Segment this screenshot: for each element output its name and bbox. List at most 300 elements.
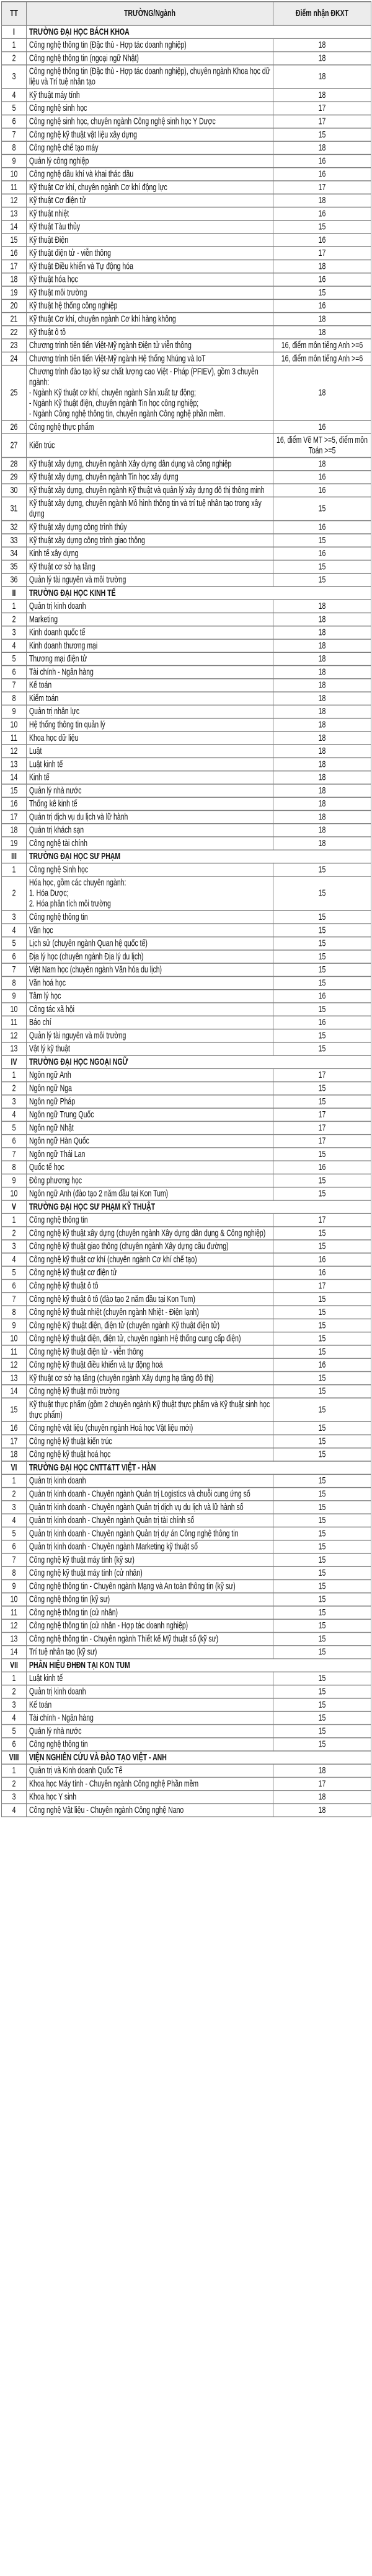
row-number: 5 (2, 1121, 27, 1134)
table-row (2, 1711, 371, 1724)
min-score: 16 (273, 521, 371, 534)
row-number: 9 (2, 990, 27, 1003)
table-row (2, 207, 371, 220)
section-row (2, 1055, 371, 1068)
min-score: 15 (273, 1240, 371, 1253)
program-name: Công nghệ thông tin (27, 1213, 273, 1226)
row-number: 9 (2, 1174, 27, 1187)
min-score: 18 (273, 260, 371, 273)
min-score: 18 (273, 810, 371, 823)
row-number: 7 (2, 1293, 27, 1306)
table-row (2, 666, 371, 679)
table-row (2, 692, 371, 705)
program-name: Kế toán (27, 1698, 273, 1711)
table-row (2, 181, 371, 194)
table-row (2, 141, 371, 154)
section-row (2, 25, 371, 38)
min-score: 18 (273, 600, 371, 613)
program-name: Kỹ thuật Cơ điện tử (27, 194, 273, 207)
row-number: 27 (2, 434, 27, 457)
table-row (2, 1227, 371, 1240)
min-score: 15 (273, 286, 371, 299)
min-score: 15 (273, 1514, 371, 1527)
program-name: Kinh tế (27, 771, 273, 784)
row-number: 1 (2, 1672, 27, 1685)
section-row (2, 1461, 371, 1474)
table-row (2, 299, 371, 312)
program-name: Tài chính - Ngân hàng (27, 666, 273, 679)
min-score: 17 (273, 1213, 371, 1226)
program-name: Địa lý học (chuyên ngành Địa lý du lịch) (27, 950, 273, 963)
row-number: 9 (2, 154, 27, 167)
table-row (2, 1501, 371, 1514)
min-score: 16 (273, 471, 371, 484)
row-number: 7 (2, 1148, 27, 1161)
table-row (2, 1606, 371, 1619)
program-name: Công nghệ kỹ thuật môi trường (27, 1385, 273, 1398)
min-score: 18 (273, 718, 371, 731)
row-number: 10 (2, 1003, 27, 1016)
program-name: Công nghệ sinh học (27, 102, 273, 115)
program-name: Kỹ thuật xây dựng, chuyên ngành Mô hình thông tin và trí tuệ nhân tạo trong xây dựng (27, 497, 273, 520)
program-name: Kỹ thuật Điện (27, 234, 273, 247)
table-row (2, 1240, 371, 1253)
table-row (2, 837, 371, 850)
table-row (2, 1003, 371, 1016)
program-name: Công nghệ Sinh học (27, 863, 273, 876)
min-score: 15 (273, 863, 371, 876)
min-score: 18 (273, 758, 371, 771)
row-number: 33 (2, 534, 27, 547)
program-name: Luật (27, 744, 273, 758)
table-row (2, 1029, 371, 1042)
program-name: Công tác xã hội (27, 1003, 273, 1016)
row-number: 20 (2, 299, 27, 312)
table-row (2, 339, 371, 352)
program-name: Công nghệ kỹ thuật điện tử - viễn thông (27, 1345, 273, 1358)
min-score: 18 (273, 326, 371, 339)
min-score: 17 (273, 181, 371, 194)
min-score: 18 (273, 1764, 371, 1777)
row-number: 5 (2, 1266, 27, 1279)
program-name: Công nghệ thông tin (kỹ sư) (27, 1593, 273, 1606)
row-number: 8 (2, 692, 27, 705)
row-number: 4 (2, 1108, 27, 1121)
program-name: Quản lý công nghiệp (27, 154, 273, 167)
table-row (2, 744, 371, 758)
program-name: Kỹ thuật xây dựng công trình giao thông (27, 534, 273, 547)
min-score: 16 (273, 1358, 371, 1371)
table-row (2, 705, 371, 718)
program-name: Kinh doanh thương mại (27, 639, 273, 652)
table-row (2, 923, 371, 937)
program-name: Công nghệ tài chính (27, 837, 273, 850)
table-row (2, 1332, 371, 1345)
min-score: 16 (273, 154, 371, 167)
program-name: Công nghệ kỹ thuật hoá học (27, 1448, 273, 1461)
program-name: Kỹ thuật Cơ khí, chuyên ngành Cơ khí động lực (27, 181, 273, 194)
program-name: Kỹ thuật xây dựng, chuyên ngành Kỹ thuật và quản lý xây dựng đô thị thông minh (27, 484, 273, 497)
section-title: TRƯỜNG ĐẠI HỌC BÁCH KHOA (27, 25, 371, 38)
table-row (2, 718, 371, 731)
program-name: Chương trình đào tạo kỹ sư chất lượng cao Việt - Pháp (PFIEV), gồm 3 chuyên ngành: - Ngành Kỹ thuật cơ khí, chuyên ngành Sản xuất tự động; - Ngành Kỹ thuật điện, chuyên ngành Tin học công nghiệp; - Ngành Công nghệ thông tin, chuyên ngành Công nghệ phần mềm. (27, 365, 273, 421)
min-score: 16, điểm môn tiếng Anh >=6 (273, 352, 371, 365)
program-name: Công nghệ dầu khí và khai thác dầu (27, 168, 273, 181)
program-name: Kiến trúc (27, 434, 273, 457)
row-number: 6 (2, 1540, 27, 1553)
min-score: 18 (273, 705, 371, 718)
row-number: 23 (2, 339, 27, 352)
row-number: 5 (2, 652, 27, 665)
min-score: 15 (273, 1606, 371, 1619)
program-name: Ngôn ngữ Anh (đào tạo 2 năm đầu tại Kon Tum) (27, 1187, 273, 1200)
program-name: Công nghệ thông tin (cử nhân) (27, 1606, 273, 1619)
program-name: Thương mại điện tử (27, 652, 273, 665)
row-number: 12 (2, 194, 27, 207)
table-row (2, 1540, 371, 1553)
table-row (2, 1016, 371, 1029)
program-name: Quản trị kinh doanh - Chuyên ngành Quản trị tài chính số (27, 1514, 273, 1527)
program-name: Hóa học, gồm các chuyên ngành: 1. Hóa Dược; 2. Hóa phân tích môi trường (27, 876, 273, 910)
min-score: 15 (273, 1685, 371, 1698)
program-name: Công nghệ thông tin (Đặc thù - Hợp tác doanh nghiệp), chuyên ngành Khoa học dữ liệu và Trí tuệ nhân tạo (27, 65, 273, 89)
section-title: TRƯỜNG ĐẠI HỌC KINH TẾ (27, 587, 371, 600)
row-number: 6 (2, 1135, 27, 1148)
min-score: 16 (273, 1016, 371, 1029)
min-score: 17 (273, 1108, 371, 1121)
row-number: 10 (2, 168, 27, 181)
min-score: 15 (273, 1527, 371, 1540)
row-number: 6 (2, 115, 27, 128)
program-name: Luật kinh tế (27, 758, 273, 771)
min-score: 15 (273, 1435, 371, 1448)
min-score: 18 (273, 65, 371, 89)
table-row (2, 1293, 371, 1306)
program-name: Quản trị kinh doanh (27, 600, 273, 613)
min-score: 15 (273, 1593, 371, 1606)
row-number: 4 (2, 923, 27, 937)
row-number: 6 (2, 666, 27, 679)
row-number: 9 (2, 1579, 27, 1592)
row-number: 11 (2, 181, 27, 194)
program-name: Ngôn ngữ Anh (27, 1068, 273, 1081)
min-score: 18 (273, 824, 371, 837)
table-row (2, 1398, 371, 1421)
section-number: III (2, 850, 27, 863)
row-number: 17 (2, 810, 27, 823)
min-score: 17 (273, 102, 371, 115)
program-name: Báo chí (27, 1016, 273, 1029)
section-title: TRƯỜNG ĐẠI HỌC CNTT&TT VIỆT - HÀN (27, 1461, 371, 1474)
min-score: 15 (273, 1724, 371, 1737)
table-row (2, 102, 371, 115)
program-name: Kỹ thuật môi trường (27, 286, 273, 299)
min-score: 18 (273, 837, 371, 850)
row-number: 17 (2, 1435, 27, 1448)
program-name: Ngôn ngữ Nga (27, 1082, 273, 1095)
table-row (2, 1319, 371, 1332)
min-score: 16 (273, 421, 371, 434)
row-number: 7 (2, 679, 27, 692)
min-score: 15 (273, 1646, 371, 1659)
min-score: 18 (273, 744, 371, 758)
min-score: 15 (273, 1095, 371, 1108)
row-number: 4 (2, 639, 27, 652)
min-score: 15 (273, 1385, 371, 1398)
table-row (2, 652, 371, 665)
table-row (2, 731, 371, 744)
program-name: Ngôn ngữ Thái Lan (27, 1148, 273, 1161)
min-score: 15 (273, 976, 371, 989)
min-score: 15 (273, 923, 371, 937)
table-row (2, 365, 371, 421)
row-number: 13 (2, 758, 27, 771)
table-row (2, 286, 371, 299)
min-score: 15 (273, 1371, 371, 1384)
program-name: Công nghệ kỹ thuật xây dựng (chuyên ngành Xây dựng dân dụng & Công nghiệp) (27, 1227, 273, 1240)
program-name: Quản lý tài nguyên và môi trường (27, 1029, 273, 1042)
min-score: 18 (273, 784, 371, 797)
program-name: Kỹ thuật máy tính (27, 89, 273, 102)
row-number: 4 (2, 1804, 27, 1817)
min-score: 18 (273, 458, 371, 471)
min-score: 18 (273, 613, 371, 626)
program-name: Chương trình tiên tiến Việt-Mỹ ngành Hệ thống Nhúng và IoT (27, 352, 273, 365)
program-name: Kỹ thuật hóa học (27, 273, 273, 286)
program-name: Kinh doanh quốc tế (27, 626, 273, 639)
table-row (2, 976, 371, 989)
row-number: 8 (2, 976, 27, 989)
program-name: Kỹ thuật Cơ khí, chuyên ngành Cơ khí hàng không (27, 313, 273, 326)
min-score: 18 (273, 797, 371, 810)
program-name: Quản lý tài nguyên và môi trường (27, 574, 273, 587)
table-row (2, 1672, 371, 1685)
table-row (2, 260, 371, 273)
table-row (2, 497, 371, 520)
table-row (2, 1421, 371, 1434)
min-score: 15 (273, 574, 371, 587)
program-name: Quốc tế học (27, 1161, 273, 1174)
table-row (2, 784, 371, 797)
program-name: Quản trị kinh doanh - Chuyên ngành Quản trị dịch vụ du lịch và lữ hành số (27, 1501, 273, 1514)
program-name: Công nghệ kỹ thuật máy tính (kỹ sư) (27, 1553, 273, 1566)
row-number: 1 (2, 863, 27, 876)
row-number: 35 (2, 560, 27, 573)
row-number: 18 (2, 824, 27, 837)
program-name: Công nghệ sinh học, chuyên ngành Công nghệ sinh học Y Dược (27, 115, 273, 128)
program-name: Công nghệ thông tin (Đặc thù - Hợp tác doanh nghiệp) (27, 38, 273, 51)
min-score: 15 (273, 1553, 371, 1566)
program-name: Kiểm toán (27, 692, 273, 705)
row-number: 30 (2, 484, 27, 497)
min-score: 18 (273, 141, 371, 154)
row-number: 9 (2, 1319, 27, 1332)
program-name: Công nghệ kỹ thuật máy tính (cử nhân) (27, 1566, 273, 1579)
table-row (2, 128, 371, 141)
table-header-row (2, 2, 371, 25)
row-number: 15 (2, 1398, 27, 1421)
min-score: 15 (273, 1398, 371, 1421)
row-number: 14 (2, 1385, 27, 1398)
row-number: 18 (2, 273, 27, 286)
table-row (2, 1514, 371, 1527)
row-number: 3 (2, 65, 27, 89)
row-number: 12 (2, 1619, 27, 1632)
row-number: 2 (2, 1082, 27, 1095)
min-score: 15 (273, 1332, 371, 1345)
table-row (2, 534, 371, 547)
program-name: Công nghệ kỹ thuật cơ điện tử (27, 1266, 273, 1279)
program-name: Kỹ thuật ô tô (27, 326, 273, 339)
min-score: 15 (273, 950, 371, 963)
program-name: Kỹ thuật xây dựng, chuyên ngành Xây dựng dân dụng và công nghiệp (27, 458, 273, 471)
row-number: 3 (2, 1698, 27, 1711)
table-row (2, 471, 371, 484)
section-title: TRƯỜNG ĐẠI HỌC NGOẠI NGỮ (27, 1055, 371, 1068)
row-number: 14 (2, 1646, 27, 1659)
row-number: 12 (2, 1358, 27, 1371)
program-name: Việt Nam học (chuyên ngành Văn hóa du lịch) (27, 963, 273, 976)
table-row (2, 824, 371, 837)
min-score: 18 (273, 652, 371, 665)
min-score: 16 (273, 299, 371, 312)
row-number: 7 (2, 128, 27, 141)
row-number: 4 (2, 1253, 27, 1266)
min-score: 18 (273, 38, 371, 51)
row-number: 36 (2, 574, 27, 587)
min-score: 17 (273, 1068, 371, 1081)
section-title: PHÂN HIỆU ĐHĐN TẠI KON TUM (27, 1659, 371, 1672)
min-score: 15 (273, 1711, 371, 1724)
min-score: 17 (273, 247, 371, 260)
table-row (2, 1345, 371, 1358)
min-score: 18 (273, 52, 371, 65)
min-score: 18 (273, 731, 371, 744)
min-score: 15 (273, 1042, 371, 1055)
table-row (2, 1306, 371, 1319)
row-number: 3 (2, 1240, 27, 1253)
row-number: 5 (2, 102, 27, 115)
program-name: Kỹ thuật Điều khiển và Tự động hóa (27, 260, 273, 273)
row-number: 12 (2, 744, 27, 758)
program-name: Công nghệ kỹ thuật ô tô (27, 1280, 273, 1293)
program-name: Khoa học Máy tính - Chuyên ngành Công nghệ Phần mềm (27, 1777, 273, 1790)
table-row (2, 194, 371, 207)
program-name: Quản trị khách sạn (27, 824, 273, 837)
program-name: Công nghệ kỹ thuật kiến trúc (27, 1435, 273, 1448)
row-number: 4 (2, 89, 27, 102)
program-name: Công nghệ kỹ thuật cơ khí (chuyên ngành Cơ khí chế tạo) (27, 1253, 273, 1266)
row-number: 13 (2, 207, 27, 220)
header-name: TRƯỜNG/Ngành (27, 2, 273, 25)
section-number: IV (2, 1055, 27, 1068)
table-row (2, 1698, 371, 1711)
header-score: Điểm nhận ĐKXT (273, 2, 371, 25)
min-score: 15 (273, 1698, 371, 1711)
min-score: 15 (273, 1174, 371, 1187)
table-row (2, 1566, 371, 1579)
min-score: 18 (273, 194, 371, 207)
row-number: 11 (2, 1016, 27, 1029)
table-row (2, 963, 371, 976)
min-score: 16 (273, 168, 371, 181)
row-number: 16 (2, 797, 27, 810)
program-name: Quản trị và Kinh doanh Quốc Tế (27, 1764, 273, 1777)
program-name: Thống kê kinh tế (27, 797, 273, 810)
program-name: Công nghệ kỹ thuật vật liệu xây dựng (27, 128, 273, 141)
row-number: 24 (2, 352, 27, 365)
row-number: 3 (2, 910, 27, 923)
table-row (2, 1724, 371, 1737)
table-row (2, 950, 371, 963)
program-name: Công nghệ kỹ thuật điện, điện tử, chuyên ngành Hệ thống cung cấp điện) (27, 1332, 273, 1345)
program-name: Kỹ thuật điện tử - viễn thông (27, 247, 273, 260)
program-name: Văn hoá học (27, 976, 273, 989)
table-body (2, 25, 371, 1817)
min-score: 15 (273, 1633, 371, 1646)
table-row (2, 521, 371, 534)
program-name: Marketing (27, 613, 273, 626)
min-score: 18 (273, 89, 371, 102)
table-row (2, 273, 371, 286)
table-row (2, 1213, 371, 1226)
table-row (2, 600, 371, 613)
program-name: Kinh tế xây dựng (27, 547, 273, 560)
program-name: Kỹ thuật thực phẩm (gồm 2 chuyên ngành Kỹ thuật thực phẩm và Kỹ thuật sinh học thực phẩm) (27, 1398, 273, 1421)
program-name: Quản trị kinh doanh - Chuyên ngành Quản trị Logistics và chuỗi cung ứng số (27, 1488, 273, 1501)
row-number: 2 (2, 1777, 27, 1790)
row-number: 1 (2, 1068, 27, 1081)
table-row (2, 1174, 371, 1187)
row-number: 15 (2, 234, 27, 247)
program-name: Kỹ thuật xây dựng, chuyên ngành Tin học xây dựng (27, 471, 273, 484)
min-score: 18 (273, 313, 371, 326)
table-row (2, 52, 371, 65)
min-score: 16 (273, 234, 371, 247)
table-row (2, 771, 371, 784)
min-score: 15 (273, 1619, 371, 1632)
row-number: 1 (2, 1764, 27, 1777)
min-score: 16, điểm môn tiếng Anh >=6 (273, 339, 371, 352)
program-name: Quản trị nhân lực (27, 705, 273, 718)
row-number: 14 (2, 220, 27, 234)
row-number: 1 (2, 38, 27, 51)
section-number: VII (2, 1659, 27, 1672)
table-row (2, 1685, 371, 1698)
table-row (2, 1791, 371, 1804)
row-number: 1 (2, 600, 27, 613)
table-row (2, 168, 371, 181)
program-name: Công nghệ kỹ thuật điều khiển và tự động hoá (27, 1358, 273, 1371)
table-row (2, 326, 371, 339)
min-score: 15 (273, 128, 371, 141)
table-row (2, 1042, 371, 1055)
min-score: 17 (273, 115, 371, 128)
table-row (2, 1646, 371, 1659)
program-name: Công nghệ kỹ thuật nhiệt (chuyên ngành Nhiệt - Điện lạnh) (27, 1306, 273, 1319)
section-title: VIỆN NGHIÊN CỨU VÀ ĐÀO TẠO VIỆT - ANH (27, 1751, 371, 1764)
row-number: 6 (2, 1738, 27, 1751)
min-score: 16 (273, 207, 371, 220)
row-number: 26 (2, 421, 27, 434)
program-name: Chương trình tiên tiến Việt-Mỹ ngành Điện tử viễn thông (27, 339, 273, 352)
row-number: 16 (2, 247, 27, 260)
row-number: 3 (2, 1791, 27, 1804)
program-name: Quản lý nhà nước (27, 784, 273, 797)
program-name: Khoa học dữ liệu (27, 731, 273, 744)
min-score: 17 (273, 1121, 371, 1134)
program-name: Quản trị kinh doanh (27, 1474, 273, 1487)
